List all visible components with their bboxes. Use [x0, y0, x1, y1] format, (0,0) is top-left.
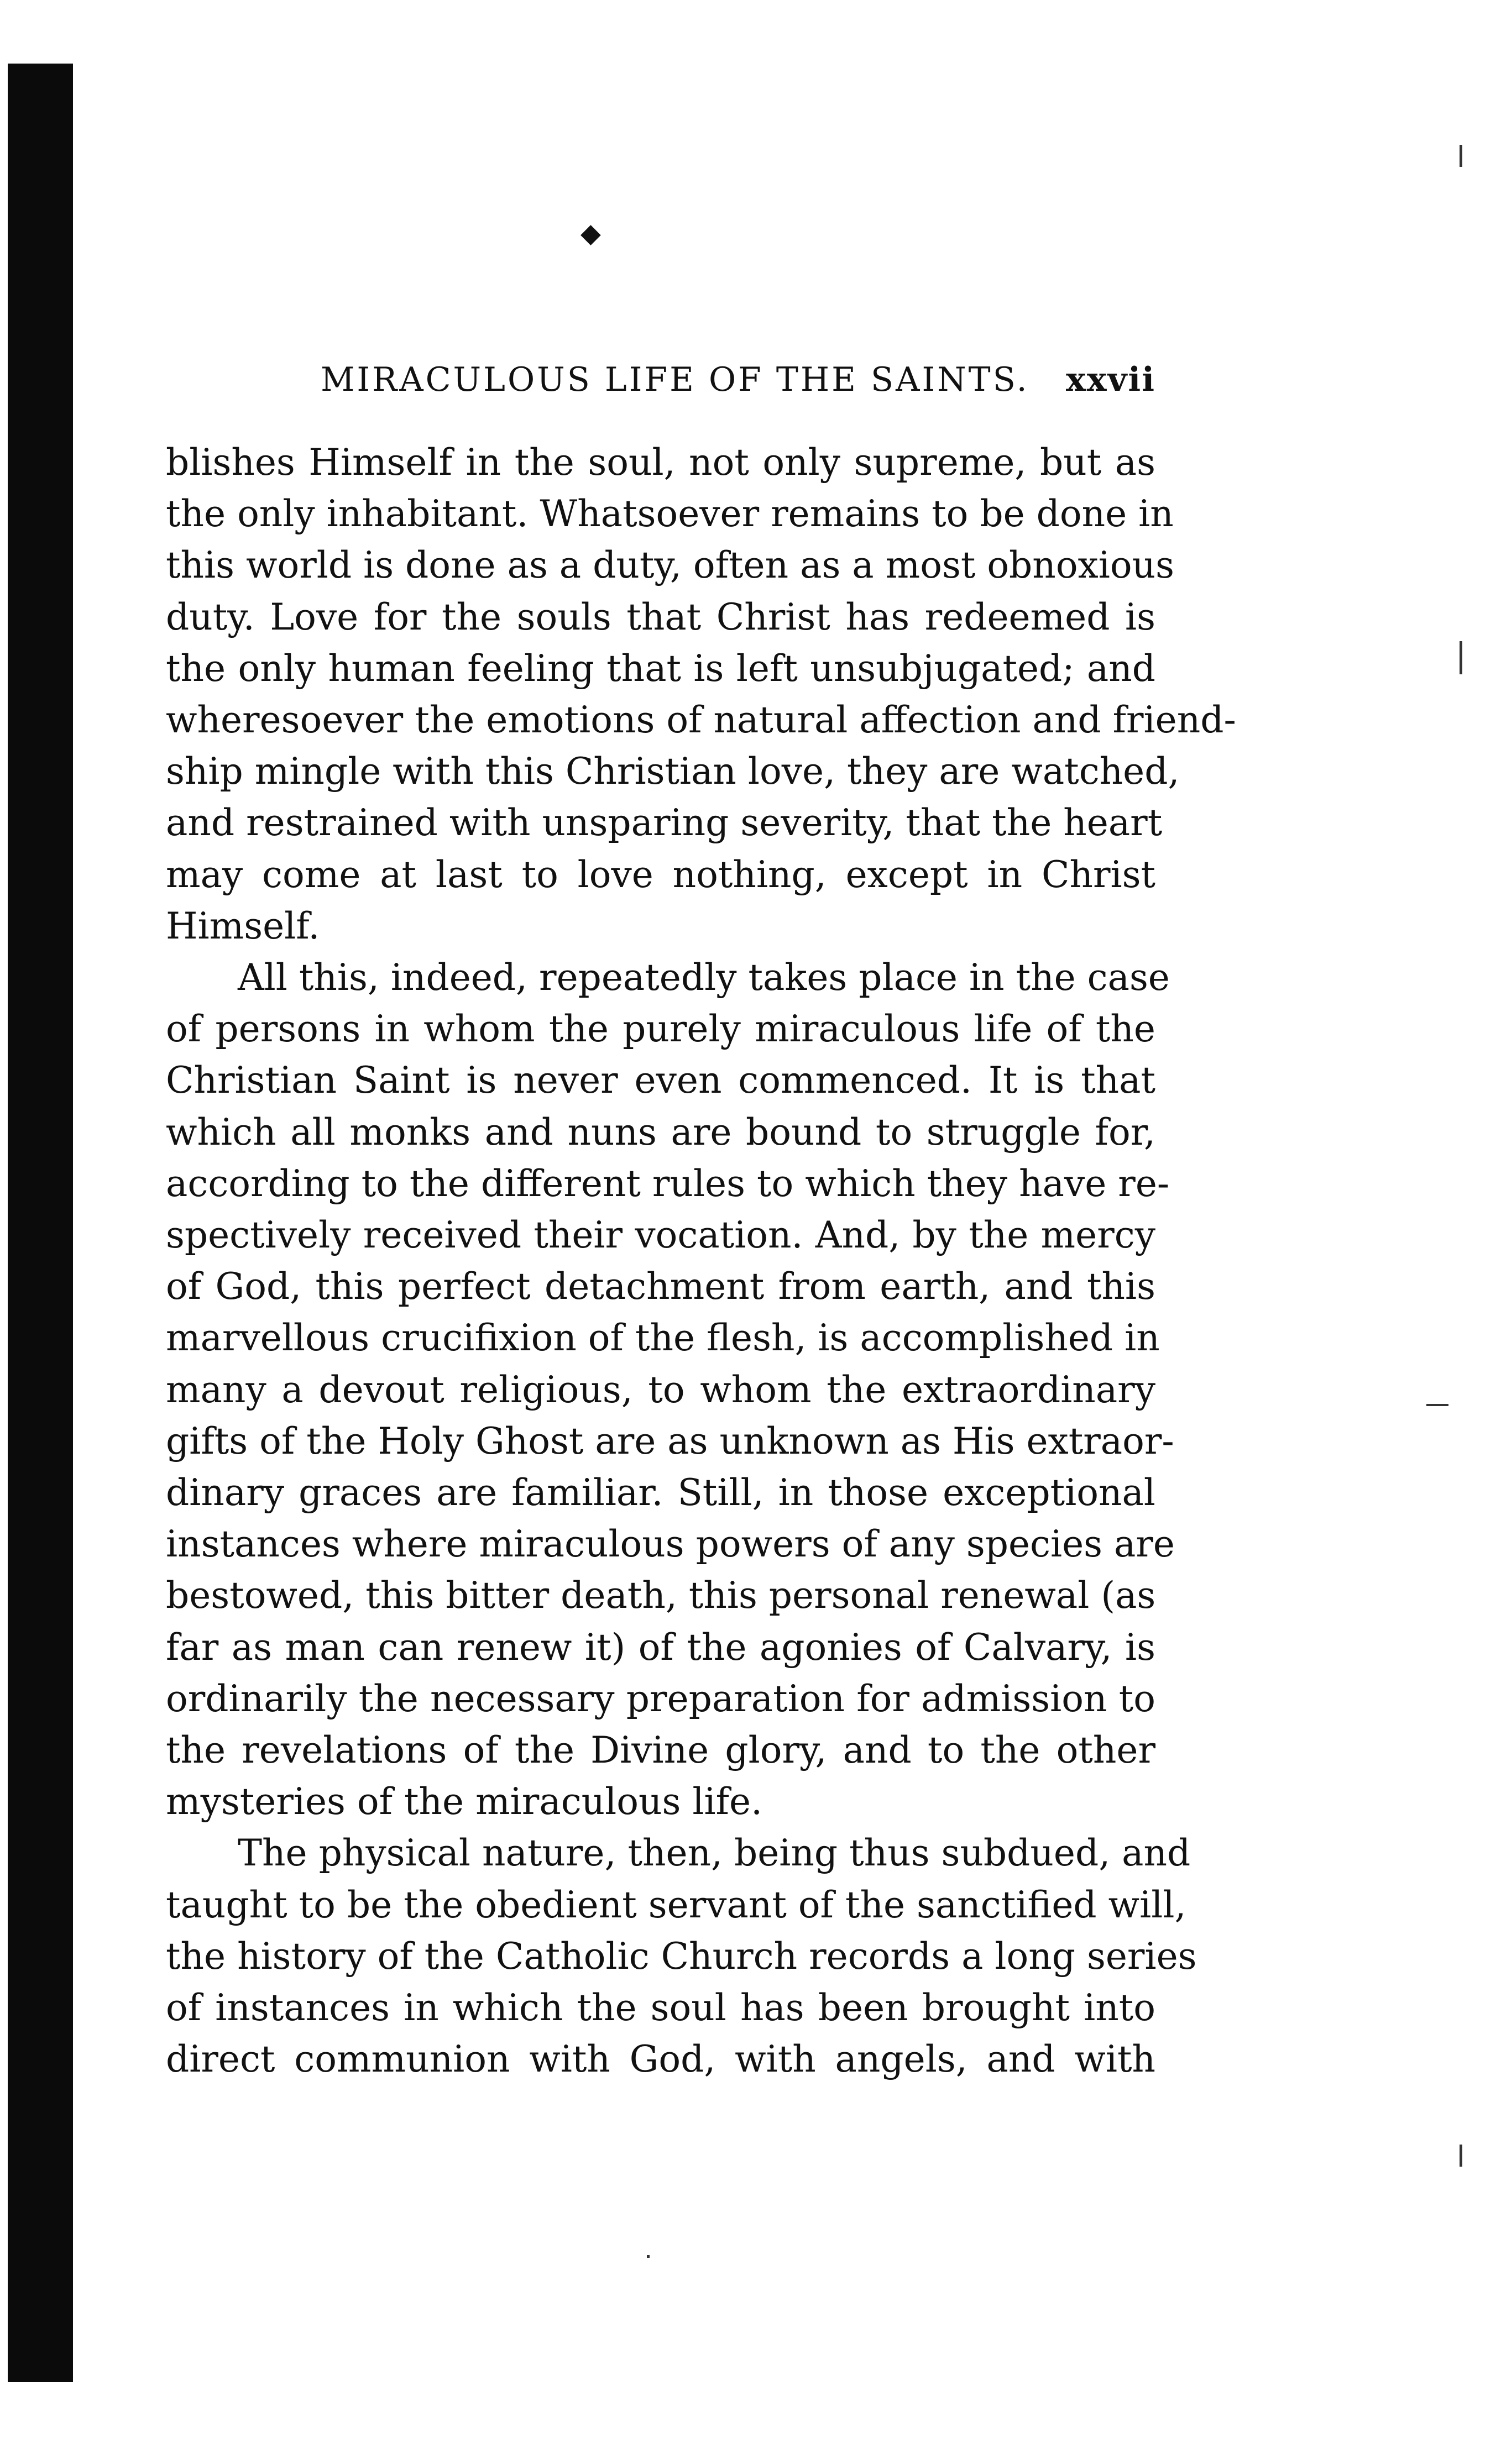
printer-mark-icon: ◆ [580, 218, 601, 249]
text-line: and restrained with unsparing severity, that the heart [166, 801, 1163, 845]
text-line: the only inhabitant. Whatsoever remains to be done in [166, 492, 1174, 536]
text-line: the only human feeling that is left unsubjugated; and [166, 647, 1155, 690]
text-line: bestowed, this bitter death, this personal renewal (as [166, 1574, 1156, 1617]
text-line: The physical nature, then, being thus subdued, and [238, 1832, 1191, 1875]
text-line: of God, this perfect detachment from earth, and this [166, 1265, 1155, 1308]
text-line: taught to be the obedient servant of the sanctified will, [166, 1883, 1186, 1926]
text-line: mysteries of the miraculous life. [166, 1780, 763, 1823]
text-line: instances where miraculous powers of any species are [166, 1523, 1175, 1566]
paragraph [166, 437, 1236, 952]
text-line: duty. Love for the souls that Christ has redeemed is [166, 595, 1155, 638]
text-line: spectively received their vocation. And, by the mercy [166, 1214, 1155, 1257]
text-line: of instances in which the soul has been brought into [166, 1986, 1155, 2030]
scan-binding-edge [8, 64, 73, 2382]
running-header [321, 360, 1155, 399]
text-line: according to the different rules to which they have re- [166, 1162, 1170, 1205]
paragraph [166, 952, 1175, 1827]
scan-speck [1426, 1404, 1448, 1406]
body-text [166, 437, 1236, 2085]
text-line: the history of the Catholic Church records a long series [166, 1934, 1197, 1978]
scan-speck [1460, 2145, 1462, 2167]
scan-speck [1460, 145, 1462, 167]
scan-speck [1460, 641, 1462, 674]
text-line: ordinarily the necessary preparation for admission to [166, 1677, 1155, 1720]
text-line: All this, indeed, repeatedly takes place in the case [238, 956, 1170, 999]
text-line: direct communion with God, with angels, and with [166, 2038, 1155, 2081]
text-line: gifts of the Holy Ghost are as unknown as His extraor- [166, 1419, 1174, 1462]
text-line: Christian Saint is never even commenced. It is that [166, 1059, 1155, 1102]
text-line: of persons in whom the purely miraculous life of the [166, 1008, 1155, 1051]
text-line: the revelations of the Divine glory, and to the other [166, 1729, 1155, 1772]
text-line: far as man can renew it) of the agonies of Calvary, is [166, 1626, 1155, 1669]
text-line: blishes Himself in the soul, not only supreme, but as [166, 441, 1155, 484]
text-line: may come at last to love nothing, except in Christ [166, 853, 1155, 896]
text-line: Himself. [166, 904, 320, 947]
running-title: MIRACULOUS LIFE OF THE SAINTS. [321, 360, 1029, 399]
text-line: marvellous crucifixion of the flesh, is accomplished in [166, 1317, 1160, 1360]
text-line: wheresoever the emotions of natural affection and friend- [166, 699, 1236, 742]
page-number: xxvii [1066, 360, 1155, 399]
text-line: many a devout religious, to whom the extraordinary [166, 1368, 1155, 1411]
paragraph [166, 1827, 1197, 2085]
scan-speck [647, 2255, 650, 2258]
text-line: ship mingle with this Christian love, they are watched, [166, 750, 1180, 793]
text-line: this world is done as a duty, often as a most obnoxious [166, 544, 1174, 587]
text-line: which all monks and nuns are bound to struggle for, [166, 1110, 1155, 1154]
text-line: dinary graces are familiar. Still, in those exceptional [166, 1471, 1155, 1514]
